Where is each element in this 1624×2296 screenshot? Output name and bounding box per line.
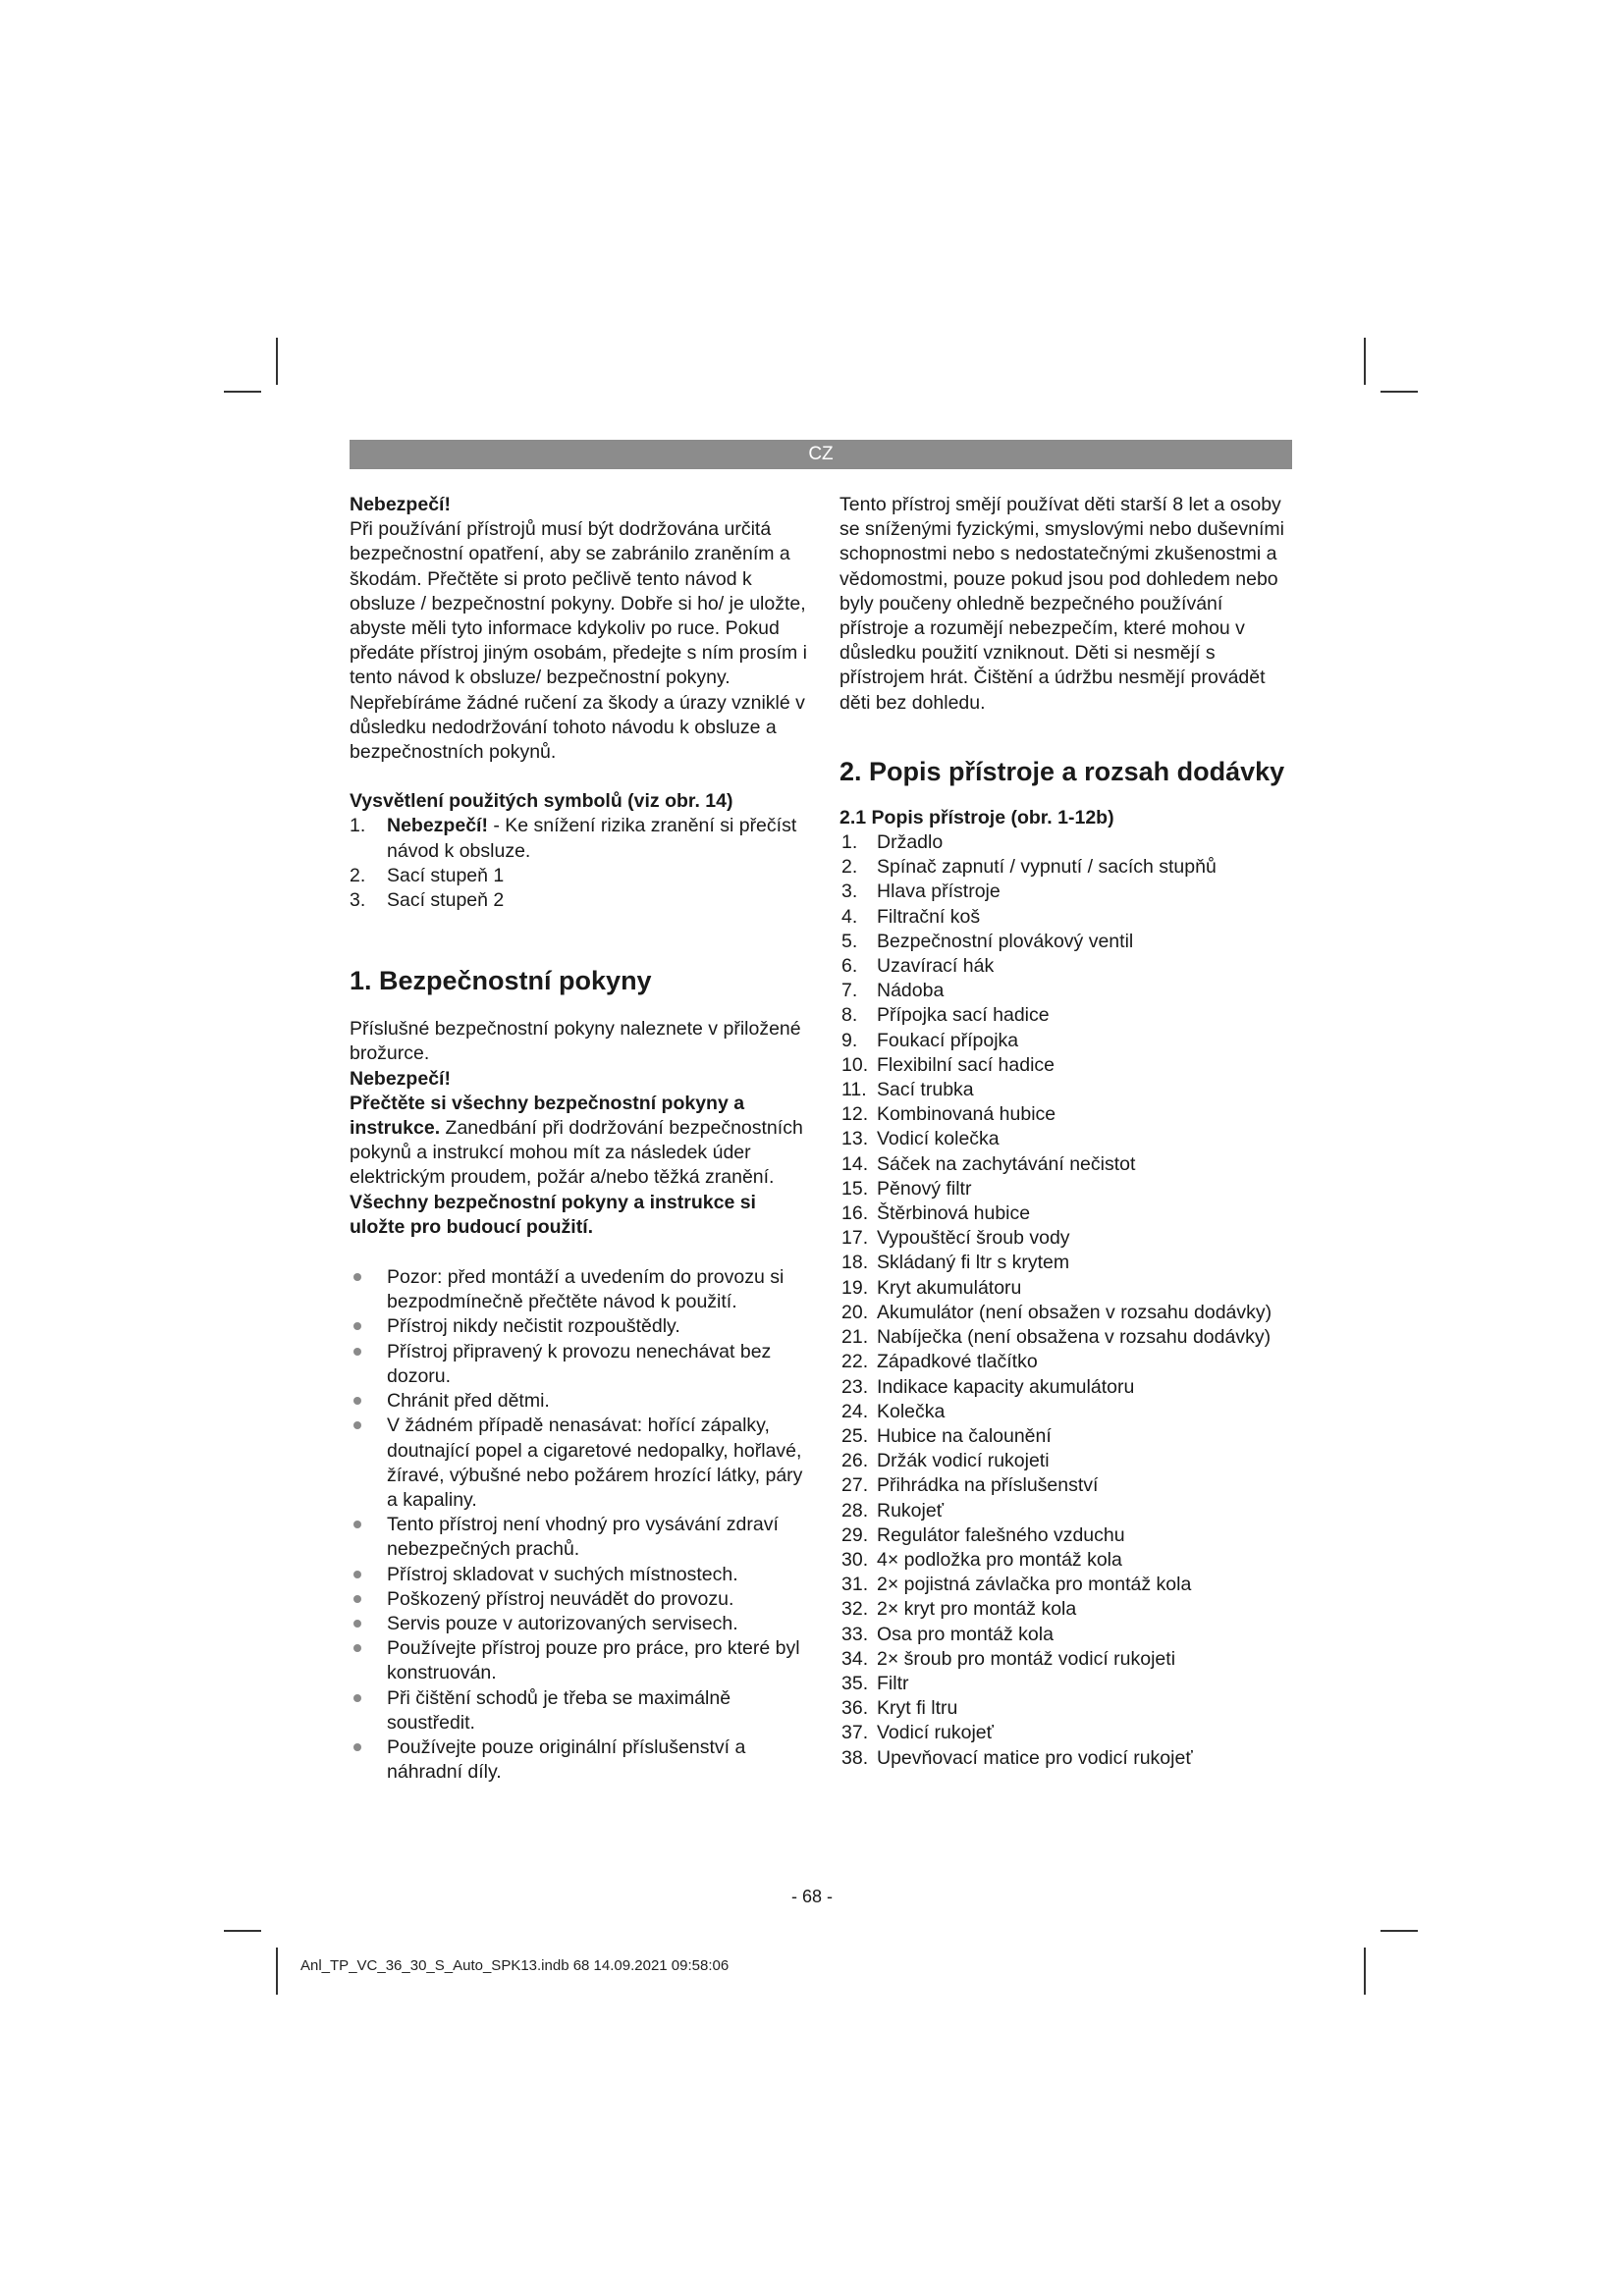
print-footer: Anl_TP_VC_36_30_S_Auto_SPK13.indb 68 14.09.2021 09:58:06 [300,1957,730,1974]
list-item: 1. Nebezpečí! - Ke snížení rizika zranění si přečíst návod k obsluze. [350,815,797,862]
section-1-heading: 1. Bezpečnostní pokyny [350,966,652,996]
crop-mark [1364,1948,1366,1995]
list-item: 22. Západkové tlačítko [841,1351,1038,1373]
list-item: 12. Kombinovaná hubice [841,1103,1056,1126]
list-item: 25. Hubice na čalounění [841,1424,1052,1447]
list-item: Přístroj skladovat v suchých místnostech. [350,1563,811,1587]
list-item: Při čištění schodů je třeba se maximálně soustředit. [350,1686,811,1735]
list-item: 31. 2× pojistná závlačka pro montáž kola [841,1574,1192,1596]
parts-list [839,830,1293,1771]
list-item: 6. Uzavírací hák [841,955,995,978]
list-item: Přístroj nikdy nečistit rozpouštědly. [350,1314,811,1339]
symbols-title: Vysvětlení použitých symbolů (viz obr. 14) [350,790,733,813]
list-item: Tento přístroj není vhodný pro vysávání zdraví nebezpečných prachů. [350,1513,811,1562]
list-item: 30. 4× podložka pro montáž kola [841,1548,1122,1571]
list-item: Používejte pouze originální příslušenství a náhradní díly. [350,1735,811,1785]
list-item: 33. Osa pro montáž kola [841,1623,1054,1645]
list-item: Přístroj připravený k provozu nenechávat bez dozoru. [350,1340,811,1389]
crop-mark [276,338,278,385]
list-item: 9. Foukací přípojka [841,1029,1019,1051]
list-item: 2. Sací stupeň 1 [350,864,505,886]
list-item: 8. Přípojka sací hadice [841,1004,1050,1027]
danger-title: Nebezpečí! [350,494,451,515]
crop-mark [224,391,261,393]
list-item: 37. Vodicí rukojeť [841,1722,994,1744]
list-item: 7. Nádoba [841,980,945,1002]
list-item: 27. Přihrádka na příslušenství [841,1474,1099,1497]
list-item: 28. Rukojeť [841,1499,945,1522]
list-item: 26. Držák vodicí rukojeti [841,1450,1050,1472]
language-label: CZ [808,444,834,464]
list-item: 29. Regulátor falešného vzduchu [841,1523,1125,1546]
crop-mark [1380,391,1418,393]
language-header-bar [350,440,1292,469]
list-item: 32. 2× kryt pro montáž kola [841,1598,1077,1621]
list-item: 14. Sáček na zachytávání nečistot [841,1152,1136,1175]
list-item: 3. Sací stupeň 2 [350,889,505,912]
list-item: 20. Akumulátor (není obsažen v rozsahu dodávky) [841,1301,1272,1323]
list-item: 11. Sací trubka [841,1079,974,1101]
list-item: 35. Filtr [841,1672,909,1694]
crop-mark [1364,338,1366,385]
subsection-2-1-title: 2.1 Popis přístroje (obr. 1-12b) [839,806,1114,828]
list-item: 15. Pěnový filtr [841,1177,972,1200]
list-item: Chránit před dětmi. [350,1389,811,1414]
list-item: 38. Upevňovací matice pro vodicí rukojeť [841,1746,1193,1769]
list-item: Používejte přístroj pouze pro práce, pro které byl konstruován. [350,1636,811,1685]
list-item: 10. Flexibilní sací hadice [841,1053,1056,1076]
list-item: Pozor: před montáží a uvedením do provozu si bezpodmínečně přečtěte návod k použití. [350,1265,811,1314]
list-item: Poškozený přístroj neuvádět do provozu. [350,1587,811,1612]
list-item: 36. Kryt fi ltru [841,1697,958,1720]
list-item: 3. Hlava přístroje [841,881,1001,903]
crop-mark [224,1930,261,1932]
danger-text: Při používání přístrojů musí být dodržována určitá bezpečnostní opatření, aby se zabránilo zraněním a škodám. Přečtěte si proto pečlivě tento návod k obsluze / bezpečnostní pokyny. Dobře si ho/ je uložte, abyste měli tyto informace kdykoliv po ruce. Pokud předáte přístroj jiným osobám, předejte s ním prosím i tento návod k obsluze/ bezpečnostní pokyny. Nepřebíráme žádné ručení za škody a úrazy vzniklé v důsledku nedodržování tohoto návodu k obsluze a bezpečnostních pokynů. [350,518,808,764]
symbols-list [350,814,811,913]
children-safety-text: Tento přístroj smějí používat děti starší 8 let a osoby se sníženými fyzickými, smyslovými nebo duševními schopnostmi nebo s nedostatečnými zkušenostmi a vědomostmi, pouze pokud jsou pod dohledem nebo byly poučeny ohledně bezpečného používání přístroje a rozumějí nebezpečím, které mohou v důsledku použití vzniknout. Děti si nesmějí s přístrojem hrát. Čištění a údržbu nesmějí provádět děti bez dohledu. [839,494,1284,714]
list-item: 24. Kolečka [841,1400,946,1422]
list-item: 13. Vodicí kolečka [841,1128,1000,1150]
list-item: 17. Vypouštěcí šroub vody [841,1227,1070,1250]
list-item: 19. Kryt akumulátoru [841,1276,1022,1299]
list-item: 34. 2× šroub pro montáž vodicí rukojeti [841,1647,1176,1670]
list-item: 1. Držadlo [841,831,944,854]
crop-mark [1380,1930,1418,1932]
section-1-danger: Nebezpečí! [350,1067,451,1090]
list-item: 18. Skládaný fi ltr s krytem [841,1252,1070,1274]
list-item: 21. Nabíječka (není obsažena v rozsahu dodávky) [841,1326,1272,1349]
crop-mark [276,1948,278,1995]
safety-bullet-list [350,1265,811,1785]
list-item: 4. Filtrační koš [841,905,981,928]
list-item: 5. Bezpečnostní plovákový ventil [841,930,1134,952]
list-item: V žádném případě nenasávat: hořící zápalky, doutnající popel a cigaretové nedopalky, hořlavé, žíravé, výbušné nebo požárem hrozící látky, páry a kapaliny. [350,1414,811,1513]
list-item: 16. Štěrbinová hubice [841,1202,1031,1225]
left-column [350,493,811,1785]
list-item: 23. Indikace kapacity akumulátoru [841,1375,1135,1398]
section-1-intro: Příslušné bezpečnostní pokyny naleznete v přiložené brožurce. [350,1018,801,1065]
list-item: Servis pouze v autorizovaných servisech. [350,1612,811,1636]
page-number: - 68 - [790,1887,833,1906]
section-1-warning: Přečtěte si všechny bezpečnostní pokyny a instrukce. Zanedbání při dodržování bezpečnostních pokynů a instrukcí mohou mít za následek úder elektrickým proudem, požár a/nebo těžká zranění. Všechny bezpečnostní pokyny a instrukce si uložte pro budoucí použití. [350,1092,803,1238]
section-2-heading: 2. Popis přístroje a rozsah dodávky [839,756,1285,786]
list-item: 2. Spínač zapnutí / vypnutí / sacích stupňů [841,856,1217,879]
right-column [839,493,1293,1771]
